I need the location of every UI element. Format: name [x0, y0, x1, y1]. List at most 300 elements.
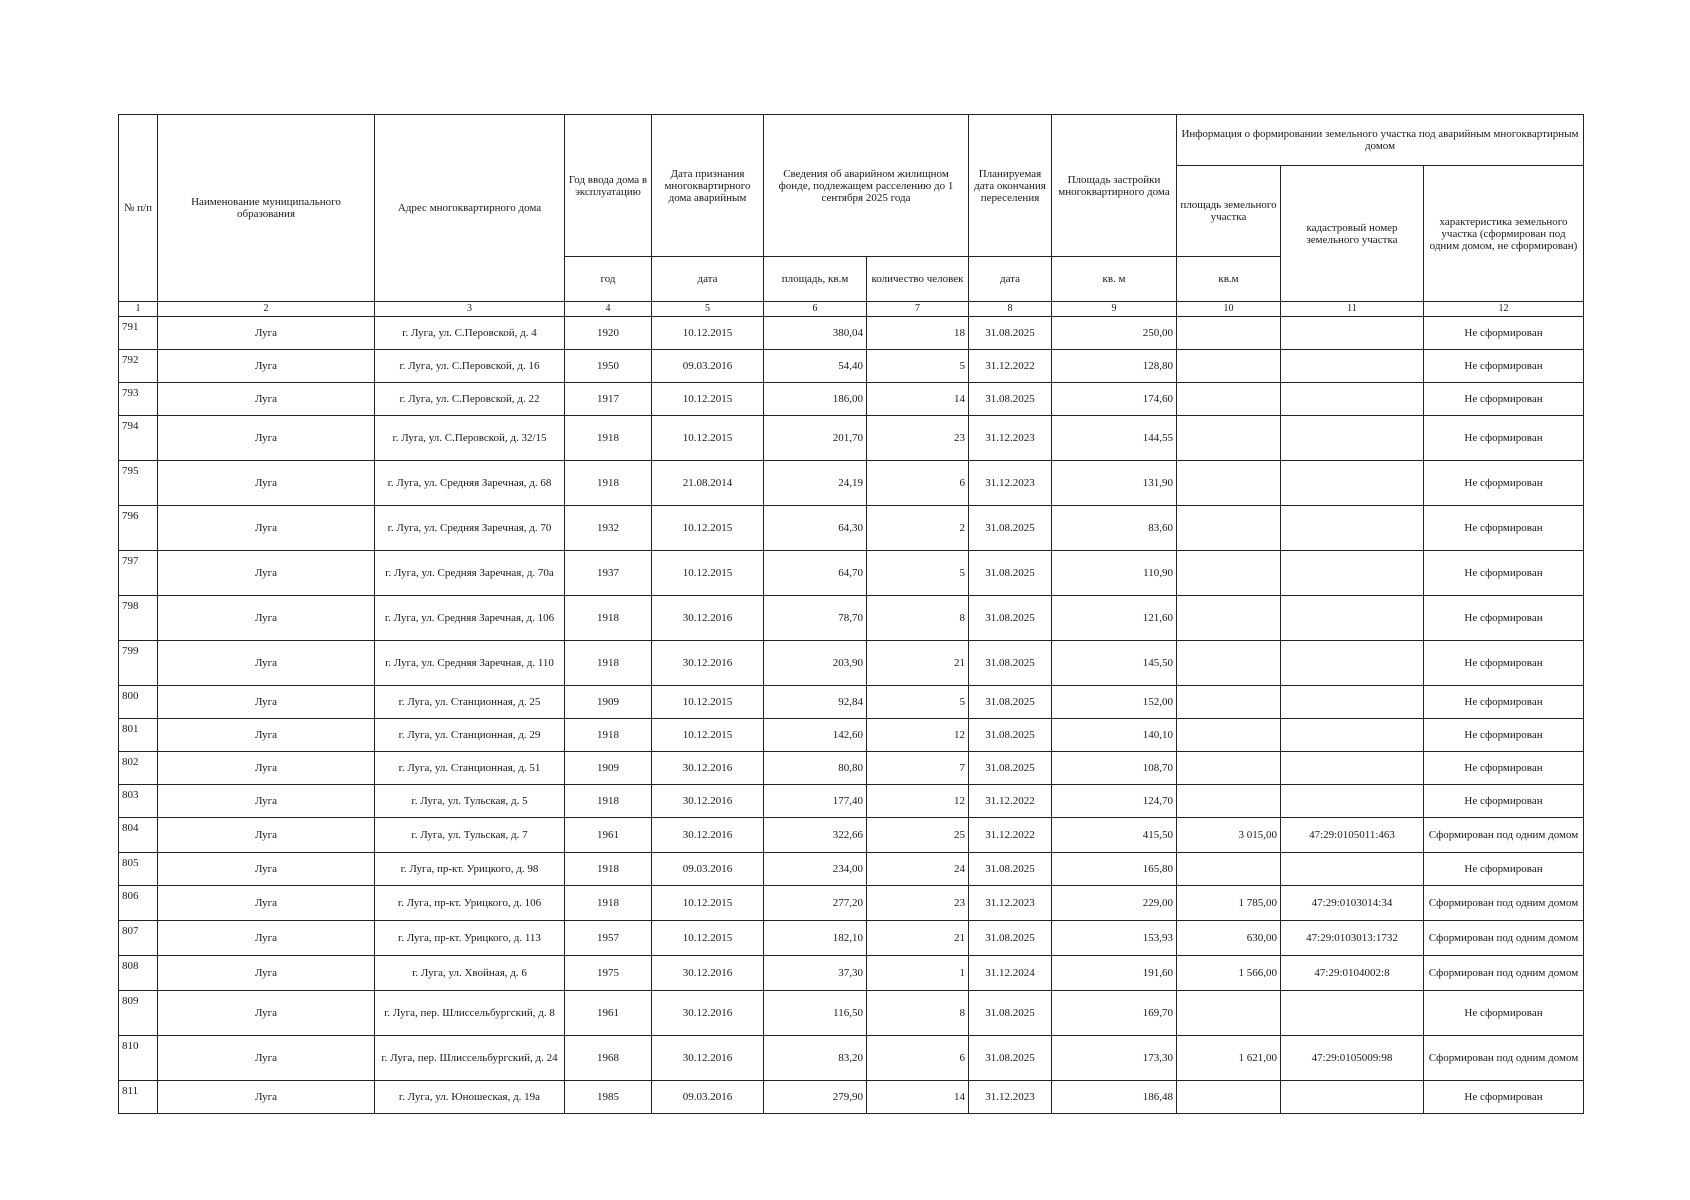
cell-building-area: 153,93 [1052, 921, 1177, 956]
unit-year: год [565, 257, 652, 302]
cell-cadastral [1281, 551, 1424, 596]
cell-building-area: 108,70 [1052, 752, 1177, 785]
table-row [119, 956, 1584, 991]
cell-planned-date: 31.08.2025 [969, 853, 1052, 886]
cell-municipality: Луга [158, 551, 375, 596]
cell-building-area: 145,50 [1052, 641, 1177, 686]
cell-address: г. Луга, ул. Станционная, д. 25 [375, 686, 565, 719]
cell-recognition-date: 30.12.2016 [652, 596, 764, 641]
cell-people: 12 [867, 719, 969, 752]
cell-land-area [1177, 506, 1281, 551]
cell-land-char: Не сформирован [1424, 596, 1584, 641]
unit-people: количество человек [867, 257, 969, 302]
cell-land-char: Не сформирован [1424, 317, 1584, 350]
cell-num: 800 [119, 686, 158, 719]
cell-building-area: 169,70 [1052, 991, 1177, 1036]
column-number: 11 [1281, 302, 1424, 317]
cell-land-char: Не сформирован [1424, 991, 1584, 1036]
cell-planned-date: 31.08.2025 [969, 383, 1052, 416]
column-number: 10 [1177, 302, 1281, 317]
cell-year: 1918 [565, 461, 652, 506]
cell-num: 809 [119, 991, 158, 1036]
cell-municipality: Луга [158, 383, 375, 416]
cell-building-area: 229,00 [1052, 886, 1177, 921]
header-address: Адрес многоквартирного дома [375, 115, 565, 302]
cell-address: г. Луга, ул. Станционная, д. 51 [375, 752, 565, 785]
cell-recognition-date: 30.12.2016 [652, 641, 764, 686]
cell-num: 795 [119, 461, 158, 506]
cell-people: 5 [867, 686, 969, 719]
cell-land-area: 1 621,00 [1177, 1036, 1281, 1081]
cell-people: 21 [867, 921, 969, 956]
cell-land-area [1177, 596, 1281, 641]
cell-building-area: 174,60 [1052, 383, 1177, 416]
table-row [119, 1081, 1584, 1114]
cell-num: 801 [119, 719, 158, 752]
cell-area: 182,10 [764, 921, 867, 956]
cell-year: 1918 [565, 641, 652, 686]
cell-year: 1918 [565, 596, 652, 641]
cell-land-char: Не сформирован [1424, 506, 1584, 551]
cell-municipality: Луга [158, 853, 375, 886]
cell-area: 201,70 [764, 416, 867, 461]
cell-address: г. Луга, пр-кт. Урицкого, д. 98 [375, 853, 565, 886]
cell-num: 794 [119, 416, 158, 461]
cell-cadastral [1281, 641, 1424, 686]
cell-year: 1909 [565, 752, 652, 785]
cell-address: г. Луга, пр-кт. Урицкого, д. 113 [375, 921, 565, 956]
cell-address: г. Луга, ул. Средняя Заречная, д. 106 [375, 596, 565, 641]
cell-land-area [1177, 383, 1281, 416]
cell-land-area [1177, 853, 1281, 886]
cell-land-area [1177, 1081, 1281, 1114]
cell-building-area: 121,60 [1052, 596, 1177, 641]
cell-people: 21 [867, 641, 969, 686]
cell-cadastral [1281, 991, 1424, 1036]
header-municipality: Наименование муниципального образования [158, 115, 375, 302]
unit-kvm: кв.м [1177, 257, 1281, 302]
cell-planned-date: 31.08.2025 [969, 551, 1052, 596]
cell-people: 1 [867, 956, 969, 991]
table-row [119, 686, 1584, 719]
table-row [119, 886, 1584, 921]
cell-area: 64,70 [764, 551, 867, 596]
cell-year: 1937 [565, 551, 652, 596]
cell-num: 810 [119, 1036, 158, 1081]
cell-land-area: 1 566,00 [1177, 956, 1281, 991]
cell-year: 1961 [565, 818, 652, 853]
cell-municipality: Луга [158, 719, 375, 752]
cell-people: 14 [867, 383, 969, 416]
cell-municipality: Луга [158, 752, 375, 785]
cell-land-area [1177, 551, 1281, 596]
cell-recognition-date: 10.12.2015 [652, 921, 764, 956]
cell-municipality: Луга [158, 350, 375, 383]
cell-land-char: Не сформирован [1424, 1081, 1584, 1114]
cell-recognition-date: 10.12.2015 [652, 506, 764, 551]
cell-recognition-date: 10.12.2015 [652, 686, 764, 719]
cell-area: 234,00 [764, 853, 867, 886]
cell-year: 1975 [565, 956, 652, 991]
cell-address: г. Луга, ул. Станционная, д. 29 [375, 719, 565, 752]
cell-people: 8 [867, 596, 969, 641]
cell-land-char: Сформирован под одним домом [1424, 1036, 1584, 1081]
cell-cadastral [1281, 853, 1424, 886]
cell-municipality: Луга [158, 818, 375, 853]
header-cadastral: кадастровый номер земельного участка [1281, 166, 1424, 302]
table-row [119, 853, 1584, 886]
cell-area: 380,04 [764, 317, 867, 350]
header-year-built: Год ввода дома в эксплуатацию [565, 115, 652, 257]
cell-year: 1918 [565, 886, 652, 921]
column-number: 4 [565, 302, 652, 317]
cell-recognition-date: 30.12.2016 [652, 1036, 764, 1081]
cell-num: 792 [119, 350, 158, 383]
cell-land-area: 1 785,00 [1177, 886, 1281, 921]
column-number: 2 [158, 302, 375, 317]
cell-area: 64,30 [764, 506, 867, 551]
column-number: 9 [1052, 302, 1177, 317]
cell-municipality: Луга [158, 317, 375, 350]
cell-year: 1918 [565, 416, 652, 461]
cell-area: 83,20 [764, 1036, 867, 1081]
cell-recognition-date: 30.12.2016 [652, 956, 764, 991]
cell-address: г. Луга, ул. Тульская, д. 7 [375, 818, 565, 853]
cell-area: 54,40 [764, 350, 867, 383]
cell-cadastral [1281, 461, 1424, 506]
cell-building-area: 110,90 [1052, 551, 1177, 596]
cell-people: 8 [867, 991, 969, 1036]
column-number: 6 [764, 302, 867, 317]
cell-address: г. Луга, ул. Средняя Заречная, д. 70 [375, 506, 565, 551]
cell-land-area [1177, 719, 1281, 752]
cell-num: 791 [119, 317, 158, 350]
cell-land-area [1177, 416, 1281, 461]
table-row [119, 596, 1584, 641]
cell-planned-date: 31.08.2025 [969, 921, 1052, 956]
cell-area: 116,50 [764, 991, 867, 1036]
table-row [119, 551, 1584, 596]
cell-cadastral [1281, 506, 1424, 551]
cell-land-char: Не сформирован [1424, 785, 1584, 818]
cell-building-area: 186,48 [1052, 1081, 1177, 1114]
header-num: № п/п [119, 115, 158, 302]
cell-building-area: 83,60 [1052, 506, 1177, 551]
cell-area: 37,30 [764, 956, 867, 991]
cell-municipality: Луга [158, 416, 375, 461]
cell-area: 277,20 [764, 886, 867, 921]
column-number: 8 [969, 302, 1052, 317]
cell-building-area: 173,30 [1052, 1036, 1177, 1081]
cell-building-area: 124,70 [1052, 785, 1177, 818]
cell-recognition-date: 30.12.2016 [652, 785, 764, 818]
cell-municipality: Луга [158, 785, 375, 818]
cell-municipality: Луга [158, 886, 375, 921]
cell-planned-date: 31.12.2023 [969, 416, 1052, 461]
column-number: 5 [652, 302, 764, 317]
cell-land-char: Не сформирован [1424, 641, 1584, 686]
cell-people: 24 [867, 853, 969, 886]
cell-land-char: Не сформирован [1424, 461, 1584, 506]
table-row [119, 752, 1584, 785]
cell-land-area [1177, 641, 1281, 686]
cell-land-char: Не сформирован [1424, 383, 1584, 416]
cell-land-area [1177, 350, 1281, 383]
unit-sqm: кв. м [1052, 257, 1177, 302]
unit-date-2: дата [969, 257, 1052, 302]
table-header [119, 115, 1584, 317]
cell-num: 807 [119, 921, 158, 956]
emergency-housing-table [118, 114, 1584, 1114]
cell-municipality: Луга [158, 956, 375, 991]
column-number: 7 [867, 302, 969, 317]
cell-land-area [1177, 785, 1281, 818]
cell-recognition-date: 30.12.2016 [652, 752, 764, 785]
cell-address: г. Луга, ул. Средняя Заречная, д. 68 [375, 461, 565, 506]
cell-recognition-date: 10.12.2015 [652, 719, 764, 752]
cell-land-char: Не сформирован [1424, 853, 1584, 886]
cell-people: 14 [867, 1081, 969, 1114]
column-number: 1 [119, 302, 158, 317]
cell-cadastral [1281, 686, 1424, 719]
cell-num: 798 [119, 596, 158, 641]
cell-cadastral: 47:29:0103014:34 [1281, 886, 1424, 921]
cell-recognition-date: 10.12.2015 [652, 886, 764, 921]
header-planned-date: Планируемая дата окончания переселения [969, 115, 1052, 257]
cell-municipality: Луга [158, 461, 375, 506]
cell-building-area: 128,80 [1052, 350, 1177, 383]
cell-area: 322,66 [764, 818, 867, 853]
cell-planned-date: 31.08.2025 [969, 317, 1052, 350]
cell-planned-date: 31.08.2025 [969, 719, 1052, 752]
cell-cadastral [1281, 416, 1424, 461]
cell-planned-date: 31.12.2023 [969, 461, 1052, 506]
cell-building-area: 144,55 [1052, 416, 1177, 461]
cell-address: г. Луга, ул. С.Перовской, д. 32/15 [375, 416, 565, 461]
cell-municipality: Луга [158, 921, 375, 956]
cell-municipality: Луга [158, 506, 375, 551]
cell-recognition-date: 09.03.2016 [652, 350, 764, 383]
cell-year: 1950 [565, 350, 652, 383]
table-row [119, 461, 1584, 506]
cell-address: г. Луга, ул. С.Перовской, д. 4 [375, 317, 565, 350]
column-number: 3 [375, 302, 565, 317]
document-page [118, 114, 1584, 1114]
cell-land-area [1177, 461, 1281, 506]
header-land-char: характеристика земельного участка (сформирован под одним домом, не сформирован) [1424, 166, 1584, 302]
cell-recognition-date: 10.12.2015 [652, 416, 764, 461]
cell-building-area: 165,80 [1052, 853, 1177, 886]
cell-planned-date: 31.12.2023 [969, 886, 1052, 921]
table-row [119, 1036, 1584, 1081]
cell-address: г. Луга, ул. Хвойная, д. 6 [375, 956, 565, 991]
cell-people: 5 [867, 350, 969, 383]
cell-area: 80,80 [764, 752, 867, 785]
cell-num: 793 [119, 383, 158, 416]
cell-land-char: Не сформирован [1424, 686, 1584, 719]
cell-municipality: Луга [158, 596, 375, 641]
cell-area: 279,90 [764, 1081, 867, 1114]
cell-planned-date: 31.08.2025 [969, 506, 1052, 551]
cell-year: 1918 [565, 853, 652, 886]
cell-planned-date: 31.12.2022 [969, 785, 1052, 818]
table-row [119, 991, 1584, 1036]
cell-planned-date: 31.12.2023 [969, 1081, 1052, 1114]
cell-land-char: Сформирован под одним домом [1424, 886, 1584, 921]
table-row [119, 719, 1584, 752]
cell-land-area: 630,00 [1177, 921, 1281, 956]
table-row [119, 317, 1584, 350]
cell-year: 1909 [565, 686, 652, 719]
cell-address: г. Луга, ул. С.Перовской, д. 22 [375, 383, 565, 416]
column-number: 12 [1424, 302, 1584, 317]
cell-planned-date: 31.12.2022 [969, 818, 1052, 853]
header-emergency-fund: Сведения об аварийном жилищном фонде, подлежащем расселению до 1 сентября 2025 года [764, 115, 969, 257]
cell-cadastral [1281, 596, 1424, 641]
cell-address: г. Луга, ул. Тульская, д. 5 [375, 785, 565, 818]
cell-planned-date: 31.08.2025 [969, 596, 1052, 641]
cell-year: 1985 [565, 1081, 652, 1114]
cell-planned-date: 31.08.2025 [969, 991, 1052, 1036]
table-row [119, 818, 1584, 853]
cell-land-char: Не сформирован [1424, 719, 1584, 752]
cell-cadastral: 47:29:0104002:8 [1281, 956, 1424, 991]
cell-building-area: 250,00 [1052, 317, 1177, 350]
cell-people: 23 [867, 886, 969, 921]
header-land-info: Информация о формировании земельного участка под аварийным многоквартирным домом [1177, 115, 1584, 166]
cell-people: 18 [867, 317, 969, 350]
cell-planned-date: 31.12.2022 [969, 350, 1052, 383]
cell-cadastral [1281, 1081, 1424, 1114]
cell-year: 1917 [565, 383, 652, 416]
cell-people: 23 [867, 416, 969, 461]
cell-recognition-date: 10.12.2015 [652, 317, 764, 350]
cell-people: 6 [867, 461, 969, 506]
cell-building-area: 131,90 [1052, 461, 1177, 506]
cell-num: 799 [119, 641, 158, 686]
cell-building-area: 415,50 [1052, 818, 1177, 853]
cell-building-area: 140,10 [1052, 719, 1177, 752]
cell-year: 1968 [565, 1036, 652, 1081]
table-row [119, 641, 1584, 686]
header-land-area: площадь земельного участка [1177, 166, 1281, 257]
cell-land-char: Не сформирован [1424, 350, 1584, 383]
cell-num: 808 [119, 956, 158, 991]
cell-num: 797 [119, 551, 158, 596]
cell-municipality: Луга [158, 686, 375, 719]
cell-planned-date: 31.08.2025 [969, 752, 1052, 785]
cell-recognition-date: 21.08.2014 [652, 461, 764, 506]
cell-people: 7 [867, 752, 969, 785]
cell-address: г. Луга, пр-кт. Урицкого, д. 106 [375, 886, 565, 921]
cell-area: 24,19 [764, 461, 867, 506]
cell-municipality: Луга [158, 1081, 375, 1114]
cell-address: г. Луга, пер. Шлиссельбургский, д. 8 [375, 991, 565, 1036]
cell-year: 1920 [565, 317, 652, 350]
cell-recognition-date: 09.03.2016 [652, 853, 764, 886]
cell-people: 2 [867, 506, 969, 551]
cell-land-area [1177, 991, 1281, 1036]
cell-area: 186,00 [764, 383, 867, 416]
cell-recognition-date: 30.12.2016 [652, 818, 764, 853]
cell-cadastral: 47:29:0105009:98 [1281, 1036, 1424, 1081]
cell-building-area: 191,60 [1052, 956, 1177, 991]
cell-num: 805 [119, 853, 158, 886]
cell-area: 177,40 [764, 785, 867, 818]
cell-area: 78,70 [764, 596, 867, 641]
cell-num: 796 [119, 506, 158, 551]
cell-recognition-date: 09.03.2016 [652, 1081, 764, 1114]
cell-recognition-date: 10.12.2015 [652, 383, 764, 416]
cell-land-area [1177, 686, 1281, 719]
cell-cadastral [1281, 752, 1424, 785]
table-row [119, 416, 1584, 461]
cell-land-char: Сформирован под одним домом [1424, 921, 1584, 956]
cell-cadastral: 47:29:0105011:463 [1281, 818, 1424, 853]
cell-year: 1932 [565, 506, 652, 551]
cell-year: 1961 [565, 991, 652, 1036]
header-recognition-date: Дата признания многоквартирного дома аварийным [652, 115, 764, 257]
cell-area: 203,90 [764, 641, 867, 686]
cell-cadastral [1281, 785, 1424, 818]
table-row [119, 350, 1584, 383]
cell-planned-date: 31.08.2025 [969, 686, 1052, 719]
cell-year: 1918 [565, 719, 652, 752]
cell-cadastral [1281, 383, 1424, 416]
cell-cadastral [1281, 350, 1424, 383]
cell-address: г. Луга, ул. Средняя Заречная, д. 110 [375, 641, 565, 686]
cell-land-char: Не сформирован [1424, 551, 1584, 596]
cell-recognition-date: 30.12.2016 [652, 991, 764, 1036]
cell-num: 811 [119, 1081, 158, 1114]
cell-land-area [1177, 752, 1281, 785]
cell-cadastral [1281, 719, 1424, 752]
cell-year: 1918 [565, 785, 652, 818]
cell-address: г. Луга, ул. С.Перовской, д. 16 [375, 350, 565, 383]
cell-land-area: 3 015,00 [1177, 818, 1281, 853]
cell-year: 1957 [565, 921, 652, 956]
cell-num: 803 [119, 785, 158, 818]
cell-people: 5 [867, 551, 969, 596]
cell-area: 142,60 [764, 719, 867, 752]
unit-date: дата [652, 257, 764, 302]
cell-people: 12 [867, 785, 969, 818]
cell-cadastral [1281, 317, 1424, 350]
cell-planned-date: 31.12.2024 [969, 956, 1052, 991]
cell-planned-date: 31.08.2025 [969, 1036, 1052, 1081]
cell-cadastral: 47:29:0103013:1732 [1281, 921, 1424, 956]
cell-building-area: 152,00 [1052, 686, 1177, 719]
cell-land-char: Не сформирован [1424, 416, 1584, 461]
cell-land-area [1177, 317, 1281, 350]
table-row [119, 921, 1584, 956]
column-numbers-row [119, 302, 1584, 317]
table-row [119, 785, 1584, 818]
cell-municipality: Луга [158, 1036, 375, 1081]
cell-land-char: Не сформирован [1424, 752, 1584, 785]
cell-municipality: Луга [158, 641, 375, 686]
cell-planned-date: 31.08.2025 [969, 641, 1052, 686]
cell-area: 92,84 [764, 686, 867, 719]
unit-area: площадь, кв.м [764, 257, 867, 302]
cell-land-char: Сформирован под одним домом [1424, 956, 1584, 991]
cell-num: 806 [119, 886, 158, 921]
header-building-area: Площадь застройки многоквартирного дома [1052, 115, 1177, 257]
cell-people: 6 [867, 1036, 969, 1081]
table-body [119, 317, 1584, 1114]
cell-address: г. Луга, пер. Шлиссельбургский, д. 24 [375, 1036, 565, 1081]
cell-num: 802 [119, 752, 158, 785]
